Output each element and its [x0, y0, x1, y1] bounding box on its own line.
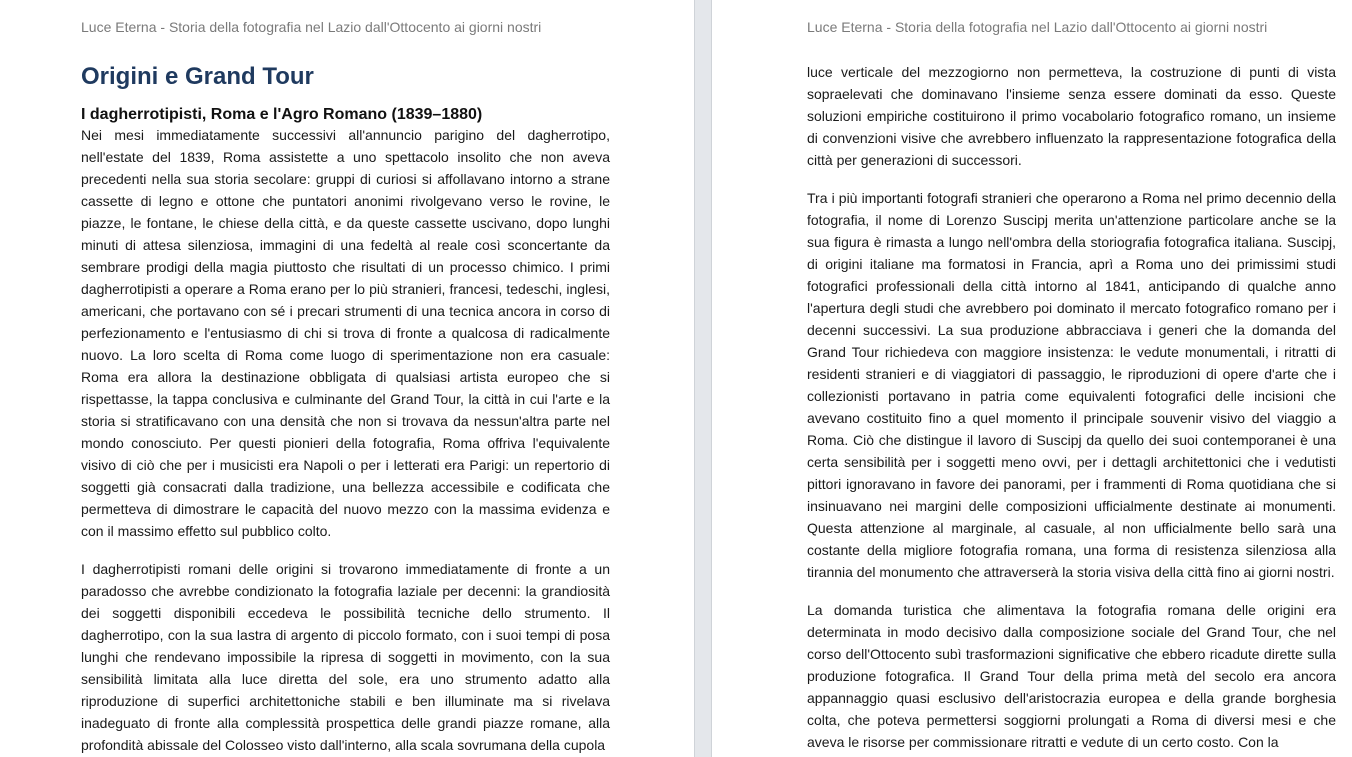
page-content: [807, 61, 1336, 757]
running-header: Luce Eterna - Storia della fotografia nel Lazio dall'Ottocento ai giorni nostri: [807, 19, 1268, 35]
page-right: [712, 0, 1352, 757]
page-gutter: [694, 0, 712, 757]
page-content: [81, 62, 610, 757]
running-header: Luce Eterna - Storia della fotografia nel Lazio dall'Ottocento ai giorni nostri: [81, 19, 542, 35]
body-paragraph: Nei mesi immediatamente successivi all'annuncio parigino del dagherrotipo, nell'estate del 1839, Roma assistette a uno spettacolo insolito che non aveva precedenti nella sua storia secolare: gruppi di curiosi si affollavano intorno a strane cassette di legno e ottone che puntatori anonimi rivolgevano verso le rovine, le piazze, le fontane, le chiese della città, e da queste cassette uscivano, dopo lunghi minuti di attesa silenziosa, immagini di una fedeltà al reale così sconcertante da sembrare prodigi della magia piuttosto che risultati di un processo chimico. I primi dagherrotipisti a operare a Roma erano per lo più stranieri, francesi, tedeschi, inglesi, americani, che portavano con sé i precari strumenti di una tecnica ancora in corso di perfezionamento e l'entusiasmo di chi si trova di fronte a qualcosa di radicalmente nuovo. La loro scelta di Roma come luogo di sperimentazione non era casuale: Roma era allora la destinazione obbligata di qualsiasi artista europeo che si rispettasse, la tappa conclusiva e culminante del Grand Tour, la città in cui l'arte e la storia si stratificavano con una densità che non si trovava da nessun'altra parte nel mondo conosciuto. Per questi pionieri della fotografia, Roma offriva l'equivalente visivo di ciò che per i musicisti era Napoli o per i letterati era Parigi: un repertorio di soggetti già consacrati dalla tradizione, una bellezza accessibile e codificata che permetteva di dimostrare le capacità del nuovo mezzo con la massima evidenza e con il massimo effetto sul pubblico colto.: [81, 127, 610, 539]
body-paragraph: luce verticale del mezzogiorno non permetteva, la costruzione di punti di vista sopraelevati che dominavano l'insieme senza essere dominati da esso. Queste soluzioni empiriche costituirono il primo vocabolario fotografico romano, un insieme di convenzioni visive che avrebbero influenzato la rappresentazione fotografica della città per generazioni di successori.: [807, 64, 1336, 168]
body-paragraph: Tra i più importanti fotografi stranieri che operarono a Roma nel primo decennio della fotografia, il nome di Lorenzo Suscipj merita un'attenzione particolare anche se la sua figura è rimasta a lungo nell'ombra della storiografia fotografica italiana. Suscipj, di origini italiane ma formatosi in Francia, aprì a Roma uno dei primissimi studi fotografici professionali della città intorno al 1841, anticipando di qualche anno l'apertura degli studi che avrebbero poi dominato il mercato fotografico romano per i decenni successivi. La sua produzione abbracciava i generi che la domanda del Grand Tour richiedeva con maggiore insistenza: le vedute monumentali, i ritratti di residenti stranieri e di viaggiatori di passaggio, le riproduzioni di opere d'arte che i collezionisti portavano in patria come equivalenti fotografici delle incisioni che avevano costituito fino a quel momento il principale souvenir visivo del viaggio a Roma. Ciò che distingue il lavoro di Suscipj da quello dei suoi contemporanei è una certa sensibilità per i soggetti meno ovvi, per i dettagli architettonici che i vedutisti pittori ignoravano in favore dei panorami, per i frammenti di Roma quotidiana che si insinuavano nei margini delle composizioni ufficialmente destinate ai monumenti. Questa attenzione al marginale, al casuale, al non ufficialmente bello sarà una costante della migliore fotografia romana, una forma di resistenza silenziosa alla tirannia del monumento che attraverserà la storia visiva della città fino ai giorni nostri.: [807, 190, 1336, 580]
body-paragraph: La domanda turistica che alimentava la fotografia romana delle origini era determinata in modo decisivo dalla composizione sociale del Grand Tour, che nel corso dell'Ottocento subì trasformazioni significative che ebbero ricadute dirette sulla produzione fotografica. Il Grand Tour della prima metà del secolo era ancora appannaggio quasi esclusivo dell'aristocrazia europea e della grande borghesia colta, che poteva permettersi soggiorni prolungati a Roma di diversi mesi e che aveva le risorse per commissionare ritratti e vedute di un certo costo. Con la: [807, 602, 1336, 750]
body-paragraph: I dagherrotipisti romani delle origini si trovarono immediatamente di fronte a un paradosso che avrebbe condizionato la fotografia laziale per decenni: la grandiosità dei soggetti disponibili eccedeva le possibilità tecniche dello strumento. Il dagherrotipo, con la sua lastra di argento di piccolo formato, con i suoi tempi di posa lunghi che rendevano impossibile la ripresa di soggetti in movimento, con la sua sensibilità limitata alla luce diretta del sole, era uno strumento adatto alla riproduzione di superfici architettoniche stabili e ben illuminate ma si rivelava inadeguato di fronte alla complessità prospettica delle grandi piazze romane, alla profondità abissale del Colosseo visto dall'interno, alla scala sovrumana della cupola: [81, 561, 610, 753]
chapter-title: Origini e Grand Tour: [81, 63, 314, 90]
section-title: I dagherrotipisti, Roma e l'Agro Romano (1839–1880): [81, 106, 483, 123]
